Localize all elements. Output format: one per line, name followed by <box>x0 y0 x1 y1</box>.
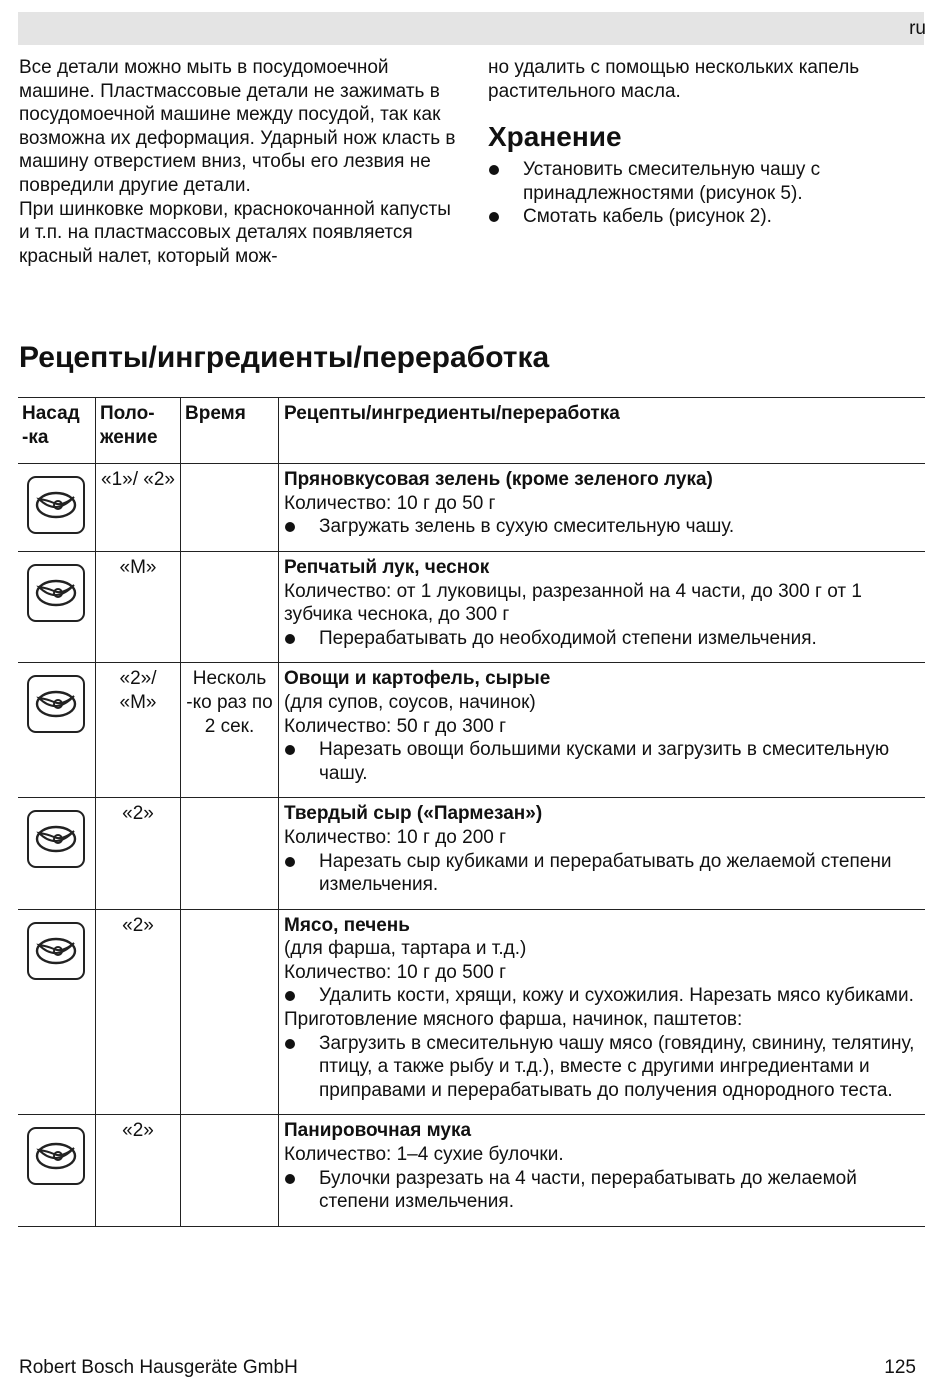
attachment-cell <box>18 551 96 662</box>
time-cell <box>181 909 279 1115</box>
right-column <box>488 56 928 229</box>
recipe-title: Пряновкусовая зелень (кроме зеленого лука) <box>284 469 713 491</box>
footer-company: Robert Bosch Hausgeräte GmbH <box>19 1357 298 1378</box>
recipe-cell <box>279 798 926 909</box>
recipe-line: Приготовление мясного фарша, начинок, паштетов: <box>284 1009 743 1031</box>
table-row <box>18 464 925 552</box>
recipe-line: Количество: 50 г до 300 г <box>284 715 507 737</box>
recipe-cell <box>279 464 926 552</box>
blade-attachment-icon <box>27 675 85 733</box>
attachment-cell <box>18 1115 96 1226</box>
table-row <box>18 909 925 1115</box>
storage-heading: Хранение <box>488 121 622 153</box>
recipe-title: Репчатый лук, чеснок <box>284 556 490 578</box>
storage-list <box>488 158 928 229</box>
table-row <box>18 798 925 909</box>
position-cell: «1»/ «2» <box>96 464 181 552</box>
table-row <box>18 663 925 798</box>
recipe-steps <box>284 627 921 651</box>
recipe-cell <box>279 663 926 798</box>
recipes-table <box>18 397 925 1227</box>
list-item: Смотать кабель (рисунок 2). <box>488 205 928 229</box>
time-cell: Несколь -ко раз по 2 сек. <box>181 663 279 798</box>
time-cell <box>181 464 279 552</box>
recipe-line: Количество: 10 г до 500 г <box>284 961 507 983</box>
table-row <box>18 551 925 662</box>
position-cell: «2» <box>96 1115 181 1226</box>
attachment-cell <box>18 909 96 1115</box>
recipe-line: (для супов, соусов, начинок) <box>284 691 536 713</box>
recipe-step: Удалить кости, хрящи, кожу и сухожилия. Нарезать мясо кубиками. <box>284 984 921 1008</box>
recipe-steps <box>284 984 921 1008</box>
language-code: ru <box>909 18 926 39</box>
header-time: Время <box>181 398 279 464</box>
position-cell: «M» <box>96 551 181 662</box>
paragraph: Все детали можно мыть в посудомоечной машине. Пластмассовые детали не зажимать в посудомоечной машине между посудой, так как возможна их деформация. Ударный нож класть в машину отверстием вниз, чтобы его лезвия не повредили другие детали. <box>19 57 456 196</box>
recipe-title: Твердый сыр («Пармезан») <box>284 803 543 825</box>
recipe-line: Количество: от 1 луковицы, разрезанной на 4 части, до 300 г от 1 зубчика чеснока, до 300 г <box>284 580 862 626</box>
page-number: 125 <box>884 1357 916 1378</box>
table-header-row <box>18 398 925 464</box>
recipe-line: Количество: 10 г до 200 г <box>284 826 507 848</box>
time-cell <box>181 551 279 662</box>
recipe-title: Панировочная мука <box>284 1120 472 1142</box>
attachment-cell <box>18 663 96 798</box>
recipe-step: Нарезать овощи большими кусками и загрузить в смесительную чашу. <box>284 738 921 785</box>
recipe-line: Количество: 10 г до 50 г <box>284 492 496 514</box>
header-attachment: Насад -ка <box>18 398 96 464</box>
recipe-cell <box>279 551 926 662</box>
blade-attachment-icon <box>27 1127 85 1185</box>
recipe-steps <box>284 515 921 539</box>
position-cell: «2»/ «M» <box>96 663 181 798</box>
time-cell <box>181 1115 279 1226</box>
position-cell: «2» <box>96 909 181 1115</box>
recipe-steps <box>284 1032 921 1103</box>
blade-attachment-icon <box>27 922 85 980</box>
blade-attachment-icon <box>27 564 85 622</box>
recipe-step: Загрузить в смесительную чашу мясо (говядину, свинину, телятину, птицу, а также рыбу и т.д.), вместе с другими ингредиентами и приправами и перерабатывать до получения однородного теста. <box>284 1032 921 1103</box>
recipe-title: Овощи и картофель, сырые <box>284 668 551 690</box>
recipe-step: Нарезать сыр кубиками и перерабатывать до желаемой степени измельчения. <box>284 850 921 897</box>
table-row <box>18 1115 925 1226</box>
recipe-step: Булочки разрезать на 4 части, перерабатывать до желаемой степени измельчения. <box>284 1167 921 1214</box>
recipe-step: Загружать зелень в сухую смесительную чашу. <box>284 515 921 539</box>
attachment-cell <box>18 464 96 552</box>
recipe-steps <box>284 850 921 897</box>
attachment-cell <box>18 798 96 909</box>
recipe-cell <box>279 909 926 1115</box>
paragraph-continuation: но удалить с помощью нескольких капель растительного масла. <box>488 57 860 102</box>
list-item: Установить смесительную чашу с принадлежностями (рисунок 5). <box>488 158 928 205</box>
recipe-steps <box>284 738 921 785</box>
blade-attachment-icon <box>27 810 85 868</box>
header-recipe: Рецепты/ингредиенты/переработка <box>279 398 926 464</box>
section-title: Рецепты/ингредиенты/переработка <box>19 341 550 374</box>
blade-attachment-icon <box>27 476 85 534</box>
left-column <box>19 56 459 268</box>
recipe-title: Мясо, печень <box>284 914 410 936</box>
header-bar <box>18 12 924 45</box>
position-cell: «2» <box>96 798 181 909</box>
time-cell <box>181 798 279 909</box>
recipe-cell <box>279 1115 926 1226</box>
paragraph: При шинковке моркови, краснокочанной капусты и т.п. на пластмассовых деталях появляется красный налет, который мож- <box>19 198 451 267</box>
header-position: Поло- жение <box>96 398 181 464</box>
recipe-line: Количество: 1–4 сухие булочки. <box>284 1144 564 1166</box>
recipe-steps <box>284 1167 921 1214</box>
recipe-step: Перерабатывать до необходимой степени измельчения. <box>284 627 921 651</box>
recipe-line: (для фарша, тартара и т.д.) <box>284 938 527 960</box>
